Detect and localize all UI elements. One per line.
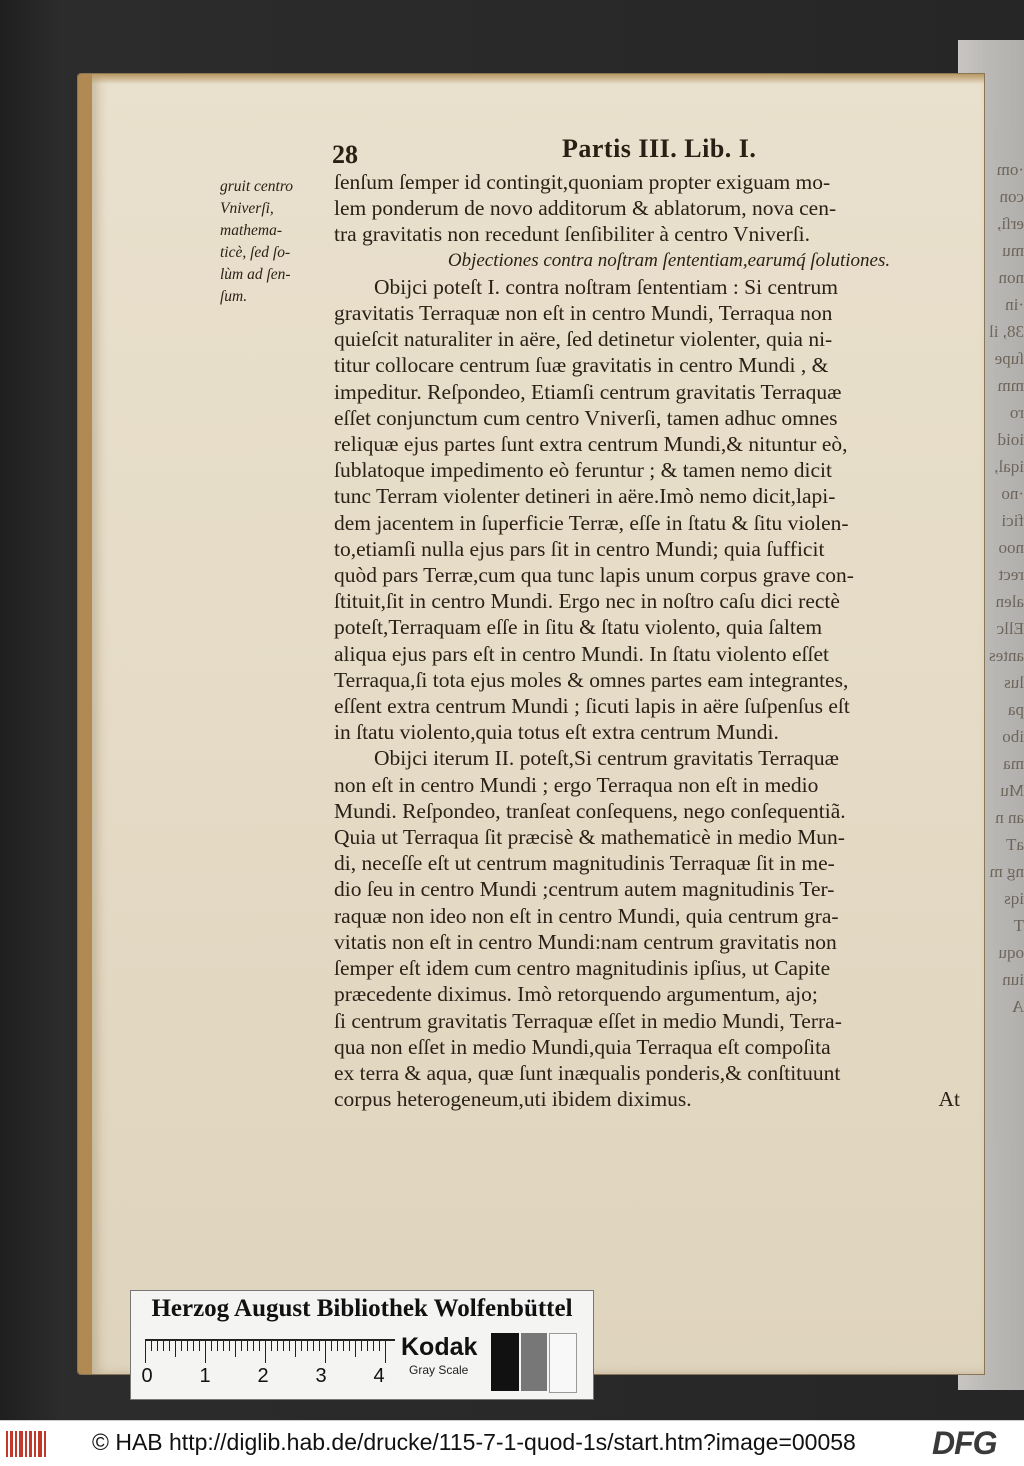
ruler-label: 2 [257,1365,269,1387]
bleed-through-text: erſi, [997,214,1024,233]
text-line: corpus heterogeneum,uti ibidem diximus. [334,1087,692,1112]
white-patch [549,1333,577,1393]
ruler-tick [157,1341,158,1351]
marginal-note-line: Vniverſi, [220,200,274,217]
ruler-tick [145,1341,146,1363]
marginal-note [220,176,330,308]
bleed-through-text: iun [1002,970,1024,989]
ruler-label: 0 [141,1365,153,1387]
marginal-note-line: lùm ad ſen- [220,266,291,283]
ruler-tick [229,1341,230,1351]
ruler-tick [343,1341,344,1351]
ruler-tick [205,1341,206,1363]
ruler-label: 4 [373,1365,385,1387]
ruler-tick [163,1341,164,1351]
bleed-through-text: ibo [1002,727,1024,746]
bleed-through-text: ng m [989,862,1024,881]
text-line: ex terra & aqua, quæ ſunt inæqualis ponderis,& conſtituunt [334,1060,841,1085]
kodak-brand: Kodak [401,1333,478,1361]
color-target [130,1290,594,1400]
ruler-tick [241,1341,242,1351]
text-line: Mundi. Reſpondeo, tranſeat conſequens, nego conſequentiã. [334,798,846,823]
text-line: eſſet conjunctum cum centro Vniverſi, tamen adhuc omnes [334,405,838,430]
text-line: ſtituit,ſit in centro Mundi. Ergo nec in noſtro caſu dici rectè [334,589,840,614]
text-line: non eſt in centro Mundi ; ergo Terraqua non eſt in medio [334,772,819,797]
ruler-tick [373,1341,374,1351]
ruler-tick [325,1341,326,1363]
ruler-tick [175,1341,176,1357]
text-line: tunc Terram violenter detineri in aëre.Imò nemo dicit,lapi- [334,484,836,509]
catchword: At [938,1087,960,1112]
ruler-label: 3 [315,1365,327,1387]
text-line: gravitatis Terraquæ non eſt in centro Mundi, Terraqua non [334,301,833,326]
ruler-tick [151,1341,152,1351]
bleed-through-text: mm [997,376,1024,395]
ruler-tick [235,1341,236,1357]
bleed-through-text: iqal, [994,457,1024,476]
ruler-tick [355,1341,356,1357]
text-line: impeditur. Reſpondeo, Etiamſi centrum gravitatis Terraquæ [334,379,842,404]
ruler-tick [361,1341,362,1351]
text-line: ſi centrum gravitatis Terraquæ eſſet in medio Mundi, Terra- [334,1008,842,1033]
gray-scale-label: Gray Scale [409,1363,469,1377]
ruler-tick [313,1341,314,1351]
marginal-note-line: mathema- [220,222,282,239]
bleed-through-text: Ellc [996,619,1024,638]
ruler-tick [379,1341,380,1351]
footer-bar [0,1420,1024,1466]
ruler-tick [289,1341,290,1351]
ruler-tick [199,1341,200,1351]
ruler-tick [169,1341,170,1351]
page-number: 28 [332,140,358,169]
text-line: præcedente diximus. Imò retorquendo argumentum, ajo; [334,982,818,1007]
dfg-logo: DFG [932,1425,997,1461]
bleed-through-text: ·in [1005,295,1024,314]
text-line: quieſcit naturaliter in aëre, ſed detinetur violenter, quia ni- [334,327,833,352]
text-line: raquæ non ideo non eſt in centro Mundi, quia centrum gra- [334,903,839,928]
text-line: Obijci poteſt I. contra noſtram ſententiam : Si centrum [374,274,838,299]
text-line: eſſent extra centrum Mundi ; ſicuti lapis in aëre ſuſpenſus eſt [334,694,850,719]
bleed-through-text: con [999,187,1024,206]
text-line: poteſt,Terraquam eſſe in ſitu & ſtatu violento, quia ſaltem [334,615,823,640]
ruler-tick [337,1341,338,1351]
text-line: ſenſum ſemper id contingit,quoniam propter exiguam mo- [334,170,831,194]
bleed-through-text: an n [995,808,1024,827]
text-line: quòd pars Terræ,cum qua tunc lapis unum corpus grave con- [334,563,854,588]
bleed-through-text: mu [1002,241,1024,260]
page-header [322,134,852,168]
ruler-tick [187,1341,188,1351]
ruler-tick [247,1341,248,1351]
copyright-url: © HAB http://diglib.hab.de/drucke/115-7-1-quod-1s/start.htm?image=00058 [92,1429,856,1455]
text-line: Obijci iterum II. poteſt,Si centrum gravitatis Terraquæ [374,746,840,771]
bleed-through-text: ·no [1001,484,1024,503]
ruler-tick [283,1341,284,1351]
section-heading: Objectiones contra noſtram ſententiam,earumq́ ſolutiones. [447,249,891,271]
text-line: to,etiamſi nulla ejus pars ſit in centro Mundi; quia ſufficit [334,536,825,561]
ruler-tick [223,1341,224,1351]
bleed-through-text: non [998,268,1024,287]
ruler-tick [349,1341,350,1351]
ruler-tick [217,1341,218,1351]
bleed-through-text: ·om [996,160,1024,179]
bleed-through-text: 38, il [989,322,1024,341]
text-line: vitatis non eſt in centro Mundi:nam centrum gravitatis non [334,929,837,954]
text-line: ſublatoque impedimento eò feruntur ; & tamen nemo dicit [334,458,832,483]
text-line: in ſtatu violento,quia totus eſt extra centrum Mundi. [334,720,779,745]
text-line: dem jacentem in ſuperficie Terræ, eſſe in ſtatu & ſitu violen- [334,510,849,535]
text-line: reliquæ ejus partes ſunt extra centrum Mundi,& nituntur eò, [334,432,848,457]
marginal-note-line: ſum. [220,288,248,305]
bleed-through-text: antes [989,646,1024,665]
body-text [334,169,974,1113]
ruler-tick [367,1341,368,1351]
text-line: Quia ut Terraqua ſit præcisè & mathematicè in medio Mun- [334,825,845,850]
black-patch [491,1333,519,1391]
ruler-tick [277,1341,278,1351]
ruler-tick [319,1341,320,1351]
bleed-through-text: rect [998,565,1024,584]
text-line: dio ſeu in centro Mundi ;centrum autem magnitudinis Ter- [334,877,835,902]
ruler-tick [253,1341,254,1351]
bleed-through-text: Mu [1000,781,1024,800]
ruler-tick [259,1341,260,1351]
bleed-through-text: fici [1001,511,1024,530]
ruler-tick [307,1341,308,1351]
barcode-icon [6,1431,48,1457]
text-line: ſemper eſt idem cum centro magnitudinis ipſius, ut Capite [334,956,831,981]
text-line: Terraqua,ſi tota ejus moles & omnes partes eam integrantes, [334,667,849,692]
text-line: tra gravitatis non recedunt ſenſibiliter à centro Vniverſi. [334,222,811,247]
text-line: lem ponderum de novo additorum & ablatorum, nova cen- [334,196,837,221]
bleed-through-text: ma [1003,754,1024,773]
text-line: aliqua ejus pars eſt in centro Mundi. In ſtatu violento eſſet [334,641,829,666]
bleed-through-text: ioid [997,430,1024,449]
bleed-through-text: aT [1006,835,1024,854]
bleed-through-text: lus [1004,673,1024,692]
bleed-through-text: noo [998,538,1024,557]
book-page [78,74,984,1374]
running-head: Partis III. Lib. I. [562,134,757,163]
ruler-tick [301,1341,302,1351]
ruler [141,1339,395,1387]
ruler-tick [385,1341,386,1363]
target-title: Herzog August Bibliothek Wolfenbüttel [151,1295,573,1322]
ruler-tick [265,1341,266,1363]
bleed-through-text: iqs [1004,889,1024,908]
bleed-through-text: pa [1007,700,1024,719]
ruler-label: 1 [199,1365,211,1387]
ruler-tick [193,1341,194,1351]
ruler-tick [295,1341,296,1357]
bleed-through-text: ro [1009,403,1024,422]
text-line: titur collocare centrum ſuæ gravitatis in centro Mundi , & [334,353,829,378]
ruler-tick [331,1341,332,1351]
bleed-through-text: T [1013,916,1024,935]
ruler-tick [181,1341,182,1351]
marginal-note-line: gruit centro [220,178,294,195]
ruler-tick [211,1341,212,1351]
bleed-through-text: alen [995,592,1024,611]
bleed-through-text: ſupe [994,349,1024,368]
text-line: qua non eſſet in medio Mundi,quia Terraqua eſt compoſita [334,1034,831,1059]
gray-patch [521,1333,547,1391]
marginal-note-line: ticè, ſed ſo- [220,244,291,261]
bleed-through-text: A [1011,997,1024,1016]
bleed-through-text: oqu [998,943,1024,962]
ruler-tick [271,1341,272,1351]
text-line: di, neceſſe eſt ut centrum magnitudinis Terraquæ ſit in me- [334,851,835,876]
